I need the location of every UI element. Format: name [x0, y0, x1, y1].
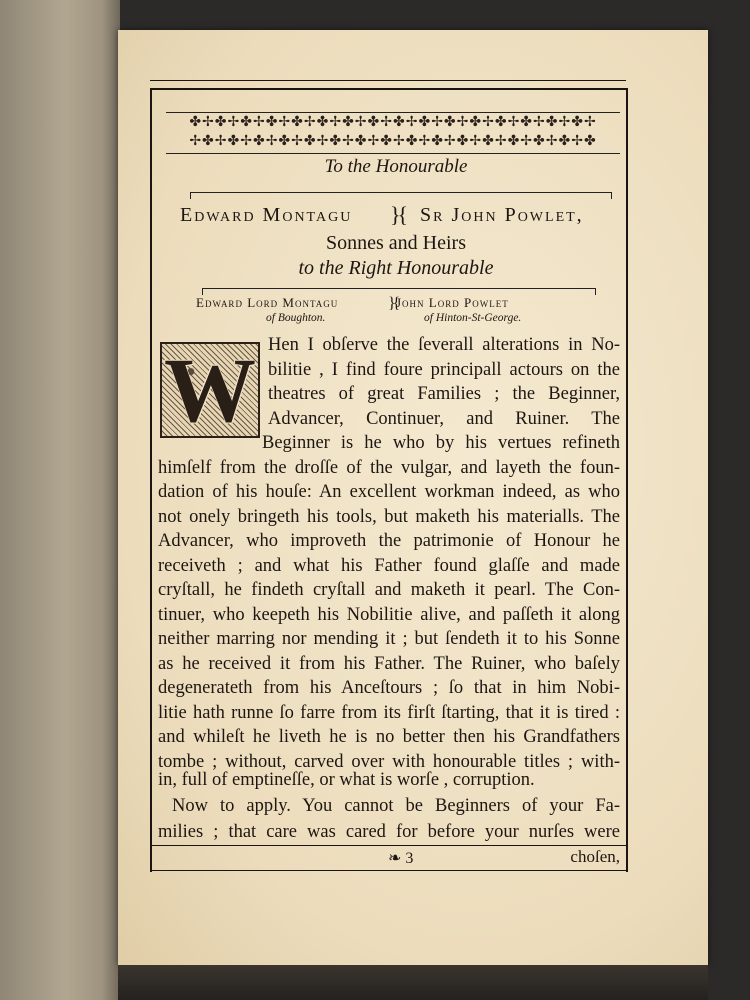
text-line: not onely bringeth his tools, but maketh his materialls. The [158, 506, 620, 527]
text-line: Now to apply. You cannot be Beginners of your Fa- [172, 796, 620, 816]
text-line: Beginner is he who by his vertues refineth [262, 433, 620, 453]
sonnes-line: Sonnes and Heirs [326, 232, 466, 254]
page-footer [150, 845, 626, 871]
bracket-rule [190, 192, 612, 199]
dedicatee-left: Edward Montagu [180, 204, 353, 226]
father-left-place: of Boughton. [266, 312, 326, 324]
catchword: choſen, [570, 847, 620, 866]
frame-top-rule [150, 80, 626, 81]
text-line: receiveth ; and what his Father found glaſſe and made [158, 555, 620, 576]
dedication-heading: To the Honourable [324, 156, 468, 177]
initial-letter: W [164, 339, 256, 441]
text-line: litie hath runne ſo farre from its firſt ſtarting, that it is tired : [158, 702, 620, 723]
ornament-row: ✤✢✤✢✤✢✤✢✤✢✤✢✤✢✤✢✤✢✤✢✤✢✤✢✤✢✤✢✤✢✤✢ [189, 115, 597, 130]
father-right: John Lord Powlet [396, 295, 509, 310]
fathers-names [196, 295, 616, 324]
text-line: in, full of emptineſſe, or what is worſe , corruption. [158, 770, 535, 790]
text-line: and whileſt he liveth he is no better then his Grandfathers [158, 727, 620, 747]
text-line: himſelf from the droſſe of the vulgar, and layeth the foun- [158, 457, 620, 478]
right-honourable-line: to the Right Honourable [298, 257, 494, 279]
left-page-edge [0, 0, 120, 1000]
text-line: theatres of great Families ; the Beginner, [268, 384, 620, 404]
text-line: dation of his houſe: An excellent workman indeed, as who [158, 482, 620, 502]
ornament-row: ✢✤✢✤✢✤✢✤✢✤✢✤✢✤✢✤✢✤✢✤✢✤✢✤✢✤✢✤✢✤✢✤ [189, 134, 597, 149]
text-line: Advancer, who improveth the patrimonie of Honour he [158, 531, 620, 551]
bracket-rule [202, 288, 596, 295]
text-line: as he received it from his Father. The Ruiner, who baſely [158, 653, 620, 674]
text-line: cryſtall, he findeth cryſtall and maketh it pearl. The Con- [158, 580, 620, 600]
signature-mark: 3 [405, 850, 414, 867]
father-right-place: of Hinton-St-George. [424, 312, 522, 324]
fleuron-icon: ❧ 3 [388, 850, 414, 867]
brace-glyph: }{ [390, 202, 406, 227]
page-shadow [118, 965, 708, 1000]
text-line: Advancer, Continuer, and Ruiner. The [268, 408, 620, 429]
text-line: degenerateth from his Anceſtours ; ſo that in him Nobi- [158, 678, 620, 698]
dedicatee-names [180, 204, 620, 227]
text-line: neither marring nor mending it ; but ſendeth it to his Sonne [158, 629, 620, 649]
text-line: bilitie , I find foure principall actours on the [268, 359, 620, 380]
decorated-initial [160, 339, 260, 441]
ornamental-headpiece [166, 112, 620, 154]
brace-glyph: }{ [388, 295, 398, 312]
text-line: tombe ; without, carved over with honourable titles ; with- [158, 751, 620, 772]
text-line: tinuer, who keepeth his Nobilitie alive, and paſſeth it along [158, 604, 620, 625]
text-line: Hen I obſerve the ſeverall alterations in No- [268, 335, 620, 355]
dedicatee-right: Sr John Powlet, [420, 204, 584, 226]
father-left: Edward Lord Montagu [196, 295, 339, 310]
text-line: milies ; that care was cared for before your nurſes were [158, 822, 620, 842]
